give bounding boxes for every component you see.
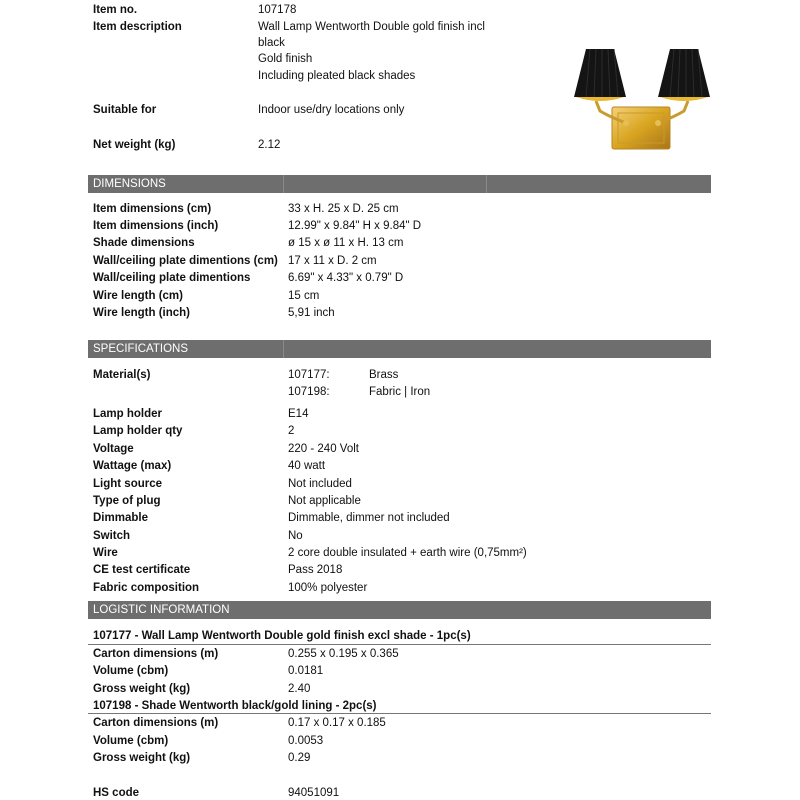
dimensions-row-value: 17 x 11 x D. 2 cm <box>288 255 377 267</box>
item-no-value: 107178 <box>258 4 297 16</box>
spec-row-value: E14 <box>288 408 309 420</box>
dimensions-row-label: Wall/ceiling plate dimentions (cm) <box>93 255 278 267</box>
dimensions-row-value: ø 15 x ø 11 x H. 13 cm <box>288 237 404 249</box>
divider-line <box>88 644 711 645</box>
spec-row-label: Switch <box>93 530 131 542</box>
dimensions-row-label: Wire length (inch) <box>93 307 191 319</box>
spec-row-label: CE test certificate <box>93 564 191 576</box>
spec-row-value: Pass 2018 <box>288 564 343 576</box>
logistic-section-title: LOGISTIC INFORMATION <box>93 604 230 616</box>
item-description-line-3: Gold finish <box>258 53 313 65</box>
spec-row-label: Dimmable <box>93 512 148 524</box>
dimensions-row-label: Item dimensions (cm) <box>93 203 212 215</box>
spec-row-value: Not applicable <box>288 495 361 507</box>
material-name: Brass <box>369 369 399 381</box>
item-description-line-2: black <box>258 37 285 49</box>
spec-row-value: 100% polyester <box>288 582 368 594</box>
spec-row-value: Not included <box>288 478 352 490</box>
dimensions-section-title: DIMENSIONS <box>93 178 166 190</box>
spec-row-label: Type of plug <box>93 495 161 507</box>
spec-row-label: Light source <box>93 478 163 490</box>
spec-row-value: 2 core double insulated + earth wire (0,75mm²) <box>288 547 527 559</box>
divider-line <box>88 713 711 714</box>
spec-row-label: Lamp holder <box>93 408 163 420</box>
logistic-row-value: 0.17 x 0.17 x 0.185 <box>288 717 386 729</box>
section-bar-divider <box>486 175 487 193</box>
logistic-row-label: Carton dimensions (m) <box>93 648 219 660</box>
materials-label: Material(s) <box>93 369 151 381</box>
logistic-row-value: 0.0181 <box>288 665 324 677</box>
logistic-row-value: 0.255 x 0.195 x 0.365 <box>288 648 399 660</box>
spec-row-value: No <box>288 530 303 542</box>
suitable-for-value: Indoor use/dry locations only <box>258 104 405 116</box>
spec-row-label: Wattage (max) <box>93 460 172 472</box>
net-weight-value: 2.12 <box>258 139 281 151</box>
spec-row-value: Dimmable, dimmer not included <box>288 512 450 524</box>
dimensions-row-label: Item dimensions (inch) <box>93 220 219 232</box>
dimensions-row-value: 15 cm <box>288 290 320 302</box>
specifications-section-bar <box>88 340 711 358</box>
logistic-row-label: Volume (cbm) <box>93 665 169 677</box>
suitable-for-label: Suitable for <box>93 104 157 116</box>
spec-row-value: 220 - 240 Volt <box>288 443 359 455</box>
logistic-row-value: 0.0053 <box>288 735 324 747</box>
net-weight-label: Net weight (kg) <box>93 139 176 151</box>
dimensions-section-bar <box>88 175 711 193</box>
section-bar-divider <box>283 340 284 358</box>
item-description-line-1: Wall Lamp Wentworth Double gold finish incl <box>258 21 485 33</box>
specifications-section-title: SPECIFICATIONS <box>93 343 188 355</box>
logistic-row-label: Gross weight (kg) <box>93 752 191 764</box>
material-code: 107198: <box>288 386 330 398</box>
dimensions-row-label: Wall/ceiling plate dimentions <box>93 272 251 284</box>
dimensions-row-label: Wire length (cm) <box>93 290 183 302</box>
material-code: 107177: <box>288 369 330 381</box>
item-no-label: Item no. <box>93 4 138 16</box>
spec-row-label: Lamp holder qty <box>93 425 183 437</box>
hs-code-label: HS code <box>93 787 140 799</box>
logistic-group-heading: 107177 - Wall Lamp Wentworth Double gold finish excl shade - 1pc(s) <box>93 630 471 642</box>
logistic-row-label: Carton dimensions (m) <box>93 717 219 729</box>
hs-code-value: 94051091 <box>288 787 340 799</box>
logistic-row-value: 2.40 <box>288 683 311 695</box>
spec-row-label: Wire <box>93 547 118 559</box>
spec-row-value: 2 <box>288 425 295 437</box>
spec-row-value: 40 watt <box>288 460 326 472</box>
item-description-line-4: Including pleated black shades <box>258 70 416 82</box>
logistic-row-value: 0.29 <box>288 752 311 764</box>
section-bar-divider <box>283 175 284 193</box>
spec-row-label: Voltage <box>93 443 134 455</box>
logistic-group-heading: 107198 - Shade Wentworth black/gold lining - 2pc(s) <box>93 700 377 712</box>
dimensions-row-value: 12.99" x 9.84" H x 9.84" D <box>288 220 422 232</box>
logistic-row-label: Gross weight (kg) <box>93 683 191 695</box>
dimensions-row-value: 33 x H. 25 x D. 25 cm <box>288 203 399 215</box>
dimensions-row-value: 6.69" x 4.33" x 0.79" D <box>288 272 404 284</box>
logistic-section-bar <box>88 601 711 619</box>
spec-row-label: Fabric composition <box>93 582 200 594</box>
logistic-row-label: Volume (cbm) <box>93 735 169 747</box>
material-name: Fabric | Iron <box>369 386 431 398</box>
item-description-label: Item description <box>93 21 182 33</box>
wall-lamp-product-image <box>570 45 720 155</box>
dimensions-row-value: 5,91 inch <box>288 307 335 319</box>
dimensions-row-label: Shade dimensions <box>93 237 195 249</box>
